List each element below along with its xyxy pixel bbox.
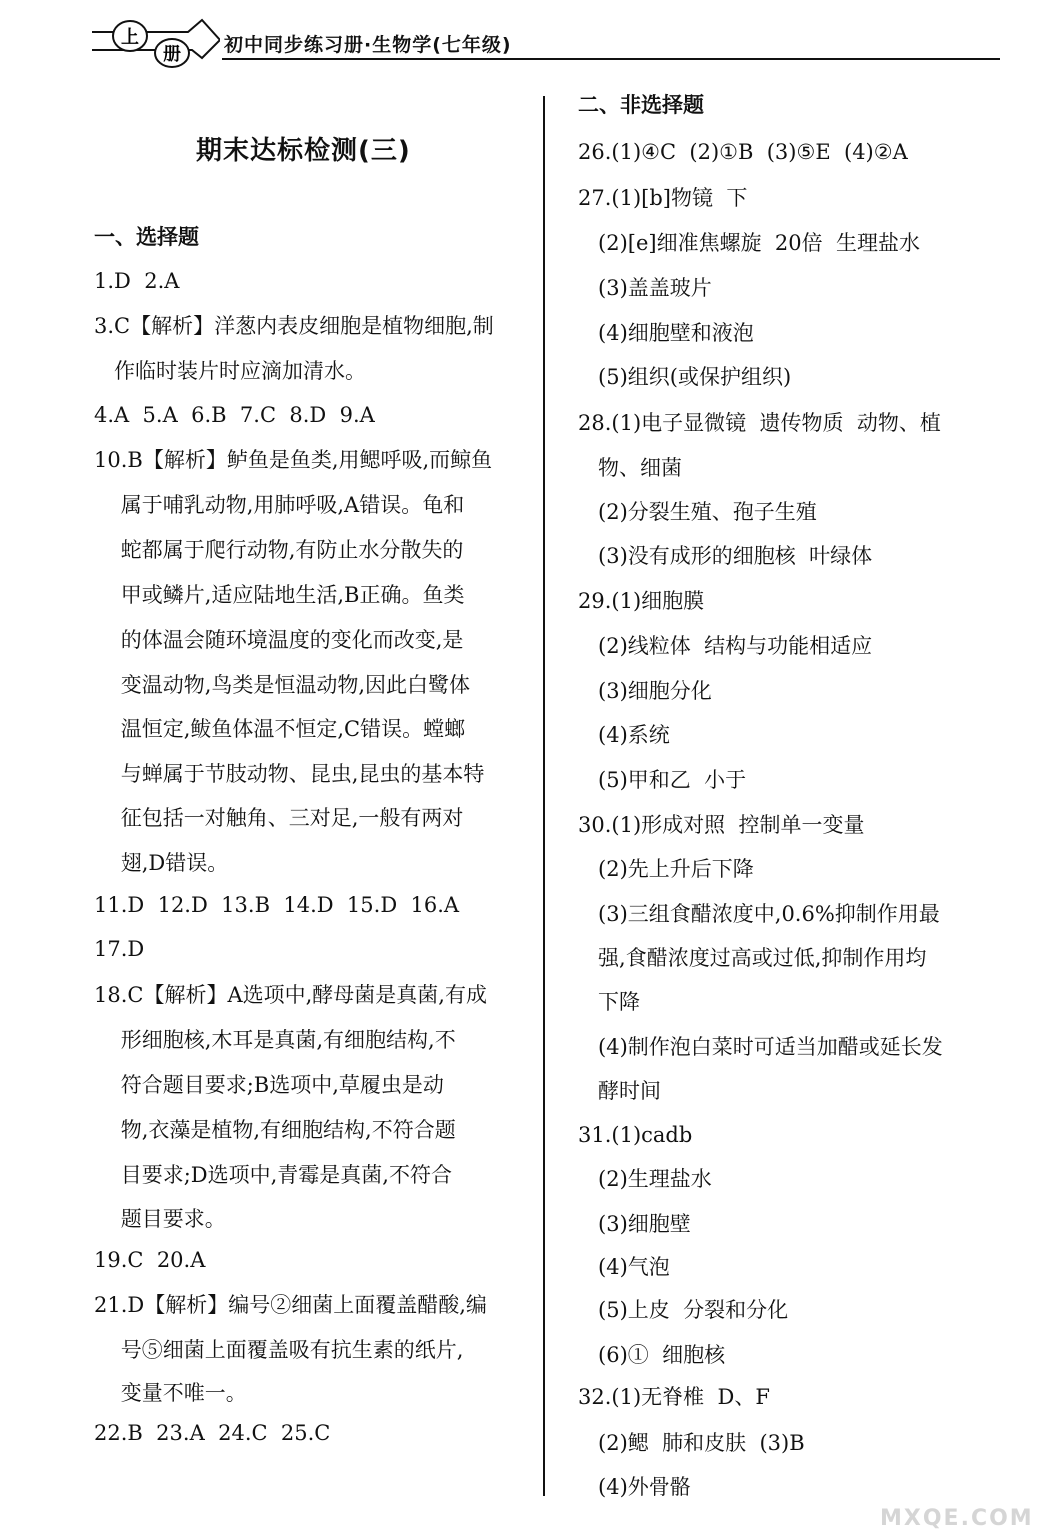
right-answer-line: 27.(1)[b]物镜 下 (578, 186, 748, 210)
column-divider (543, 96, 545, 1496)
right-answer-line: (3)细胞壁 (578, 1212, 691, 1236)
left-answer-line: 蛇都属于爬行动物,有防止水分散失的 (94, 538, 464, 562)
right-answer-line: (3)细胞分化 (578, 679, 712, 703)
left-answer-line: 号⑤细菌上面覆盖吸有抗生素的纸片, (94, 1338, 464, 1362)
left-answer-line: 甲或鳞片,适应陆地生活,B正确。鱼类 (94, 583, 465, 607)
page-title: 期末达标检测(三) (196, 136, 411, 166)
right-answer-line: (5)上皮 分裂和分化 (578, 1298, 789, 1322)
right-answer-line: (4)外骨骼 (578, 1475, 691, 1499)
left-answer-line: 17.D (94, 937, 145, 961)
watermark-text: MXQE.COM (880, 1506, 1034, 1531)
left-answer-line: 的体温会随环境温度的变化而改变,是 (94, 628, 464, 652)
left-answer-line: 征包括一对触角、三对足,一般有两对 (94, 806, 464, 830)
left-answer-line: 10.B【解析】鲈鱼是鱼类,用鳃呼吸,而鲸鱼 (94, 448, 493, 472)
right-answer-line: (3)没有成形的细胞核 叶绿体 (578, 544, 873, 568)
left-answer-line: 4.A 5.A 6.B 7.C 8.D 9.A (94, 403, 375, 427)
right-answer-line: (3)盖盖玻片 (578, 276, 712, 300)
left-answer-line: 符合题目要求;B选项中,草履虫是动 (94, 1073, 444, 1097)
badge-top-text: 上 (121, 27, 139, 48)
left-answer-line: 21.D【解析】编号②细菌上面覆盖醋酸,编 (94, 1293, 487, 1317)
right-answer-line: (4)气泡 (578, 1255, 670, 1279)
left-answer-line: 形细胞核,木耳是真菌,有细胞结构,不 (94, 1028, 456, 1052)
right-answer-line: (2)[e]细准焦螺旋 20倍 生理盐水 (578, 231, 921, 255)
right-answer-line: (2)分裂生殖、孢子生殖 (578, 500, 817, 524)
right-answer-line: (5)组织(或保护组织) (578, 365, 792, 389)
right-answer-line: (2)生理盐水 (578, 1167, 712, 1191)
left-answer-line: 题目要求。 (94, 1207, 226, 1231)
right-answer-line: (5)甲和乙 小于 (578, 768, 747, 792)
left-answer-line: 作临时装片时应滴加清水。 (94, 359, 367, 383)
right-answer-line: (4)细胞壁和液泡 (578, 321, 754, 345)
right-answer-line: (4)系统 (578, 723, 670, 747)
left-answer-line: 与蝉属于节肢动物、昆虫,昆虫的基本特 (94, 762, 485, 786)
page-header (0, 0, 1055, 80)
right-answer-line: 29.(1)细胞膜 (578, 589, 705, 613)
left-answer-line: 22.B 23.A 24.C 25.C (94, 1421, 331, 1445)
left-answer-line: 19.C 20.A (94, 1248, 206, 1272)
badge-bottom-text: 册 (163, 44, 181, 65)
left-answer-line: 物,衣藻是植物,有细胞结构,不符合题 (94, 1118, 456, 1142)
book-title: 初中同步练习册·生物学(七年级) (224, 34, 512, 56)
left-section-heading: 一、选择题 (94, 225, 199, 249)
right-answer-line: 强,食醋浓度过高或过低,抑制作用均 (578, 946, 927, 970)
right-answer-line: 物、细菌 (578, 456, 683, 480)
right-answer-line: (3)三组食醋浓度中,0.6%抑制作用最 (578, 902, 940, 926)
right-answer-line: 32.(1)无脊椎 D、F (578, 1385, 770, 1409)
right-answer-line: (2)先上升后下降 (578, 857, 754, 881)
left-answer-line: 3.C【解析】洋葱内表皮细胞是植物细胞,制 (94, 314, 494, 338)
left-answer-line: 温恒定,鲅鱼体温不恒定,C错误。螳螂 (94, 717, 466, 741)
right-answer-line: (4)制作泡白菜时可适当加醋或延长发 (578, 1035, 943, 1059)
right-answer-line: 酵时间 (578, 1079, 662, 1103)
right-answer-line: 下降 (578, 990, 641, 1014)
right-answer-line: (6)① 细胞核 (578, 1343, 726, 1367)
book-badge-icon (92, 18, 220, 68)
left-answer-line: 18.C【解析】A选项中,酵母菌是真菌,有成 (94, 983, 487, 1007)
right-answer-line: 28.(1)电子显微镜 遗传物质 动物、植 (578, 411, 941, 435)
left-answer-line: 变量不唯一。 (94, 1381, 247, 1405)
right-answer-line: 26.(1)④C (2)①B (3)⑤E (4)②A (578, 140, 908, 164)
right-section-heading: 二、非选择题 (578, 93, 704, 117)
right-answer-line: 30.(1)形成对照 控制单一变量 (578, 813, 865, 837)
left-answer-line: 1.D 2.A (94, 269, 180, 293)
left-answer-line: 目要求;D选项中,青霉是真菌,不符合 (94, 1163, 452, 1187)
left-answer-line: 变温动物,鸟类是恒温动物,因此白鹭体 (94, 673, 471, 697)
left-answer-line: 翅,D错误。 (94, 851, 229, 875)
right-answer-line: (2)鳃 肺和皮肤 (3)B (578, 1431, 805, 1455)
header-rule (222, 58, 1000, 60)
watermark-logo (880, 1476, 1034, 1536)
right-answer-line: (2)线粒体 结构与功能相适应 (578, 634, 873, 658)
right-answer-line: 31.(1)cadb (578, 1123, 693, 1147)
left-answer-line: 11.D 12.D 13.B 14.D 15.D 16.A (94, 893, 460, 917)
left-answer-line: 属于哺乳动物,用肺呼吸,A错误。龟和 (94, 493, 465, 517)
